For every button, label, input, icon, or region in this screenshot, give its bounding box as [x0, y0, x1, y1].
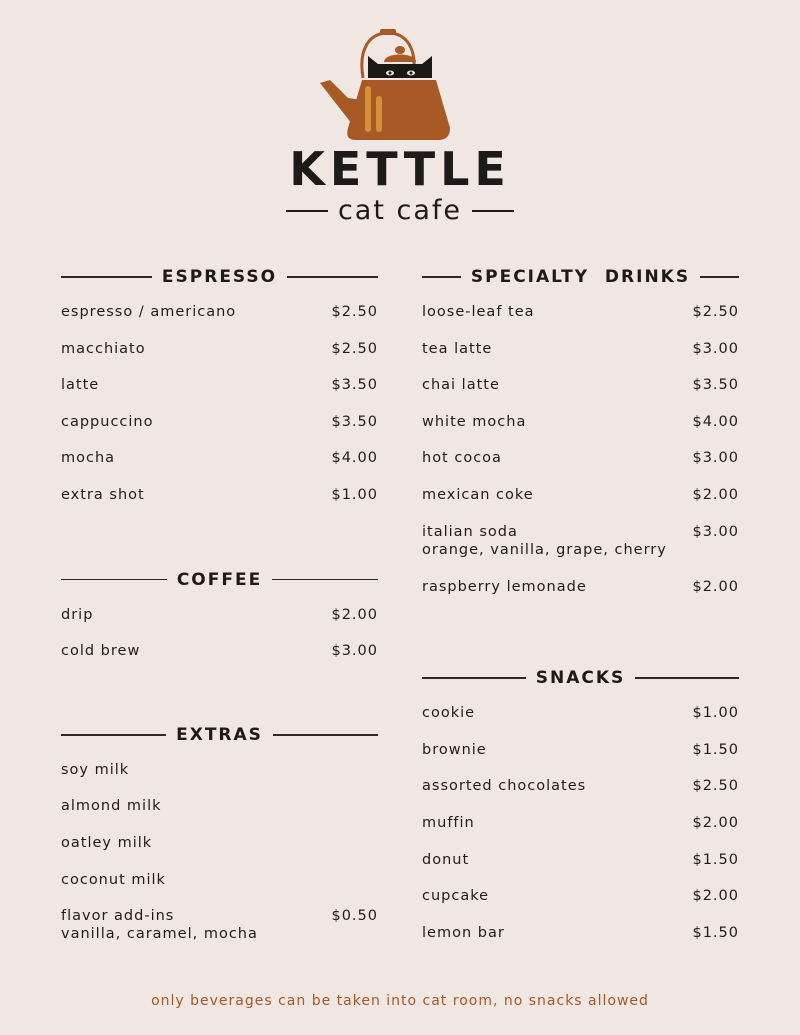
item-name: white mocha — [422, 413, 527, 430]
menu-item — [422, 924, 739, 961]
menu-item — [422, 303, 739, 340]
divider — [61, 734, 166, 736]
menu-column-left — [61, 263, 378, 962]
menu-item — [422, 887, 739, 924]
divider — [472, 210, 514, 212]
menu-item — [61, 449, 378, 486]
item-name: soy milk — [61, 761, 130, 778]
item-name: donut — [422, 851, 470, 868]
section-header — [422, 263, 739, 291]
menu-item — [61, 834, 378, 871]
menu-item — [61, 486, 378, 523]
menu-item — [61, 376, 378, 413]
item-name: flavor add-ins — [61, 908, 175, 925]
item-price: $3.50 — [692, 377, 739, 394]
item-price: $1.50 — [692, 851, 739, 868]
menu-item — [422, 449, 739, 486]
footer-note: only beverages can be taken into cat room, no snacks allowed — [151, 993, 649, 1009]
menu-item — [422, 578, 739, 615]
item-name-wrap — [422, 523, 667, 559]
menu-item — [422, 704, 739, 741]
item-price: $3.50 — [331, 413, 378, 430]
menu-item — [422, 851, 739, 888]
item-price: $1.00 — [692, 705, 739, 722]
menu-item — [61, 642, 378, 679]
item-price: $4.00 — [692, 413, 739, 430]
section-header — [61, 566, 378, 594]
item-price: $2.50 — [331, 340, 378, 357]
item-price: $3.00 — [692, 340, 739, 357]
item-price: $1.50 — [692, 741, 739, 758]
item-price: $1.50 — [692, 924, 739, 941]
divider — [635, 677, 739, 679]
item-price: $2.00 — [692, 888, 739, 905]
item-price: $0.50 — [331, 908, 378, 925]
divider — [422, 677, 526, 679]
item-name: italian soda — [422, 523, 518, 540]
item-price: $1.00 — [331, 486, 378, 503]
section-specialty-drinks — [422, 263, 739, 614]
menu-item — [422, 814, 739, 851]
item-name: espresso / americano — [61, 304, 237, 320]
item-name: cupcake — [422, 888, 490, 905]
item-price: $2.00 — [692, 814, 739, 831]
menu-item — [422, 741, 739, 778]
menu-item — [61, 413, 378, 450]
divider — [273, 734, 378, 736]
item-price: $2.00 — [692, 578, 739, 595]
divider — [61, 579, 167, 581]
item-price: $2.00 — [692, 486, 739, 503]
menu-item — [61, 606, 378, 643]
section-snacks — [422, 664, 739, 960]
item-name: coconut milk — [61, 871, 166, 888]
brand-subtitle: cat cafe — [337, 195, 463, 226]
section-title: COFFEE — [176, 569, 263, 590]
section-header — [61, 263, 378, 291]
menu-item — [61, 797, 378, 834]
section-title: ESPRESSO — [161, 267, 278, 287]
item-price: $2.50 — [692, 778, 739, 795]
divider — [286, 210, 328, 212]
menu-item — [422, 340, 739, 377]
item-price: $2.50 — [692, 304, 739, 320]
section-header — [61, 721, 378, 749]
item-name: cappuccino — [61, 413, 154, 430]
menu-item — [61, 340, 378, 377]
brand-title: KETTLE — [289, 142, 511, 196]
item-name-wrap — [61, 907, 258, 943]
item-name: cold brew — [61, 643, 141, 660]
divider — [700, 276, 739, 278]
item-name: tea latte — [422, 340, 493, 357]
divider — [287, 276, 378, 278]
menu-item — [61, 871, 378, 908]
item-price: $3.00 — [692, 450, 739, 467]
item-price: $3.00 — [692, 523, 739, 540]
item-price: $3.50 — [331, 377, 378, 394]
item-name: hot cocoa — [422, 450, 502, 467]
menu-item — [422, 486, 739, 523]
item-price: $3.00 — [331, 643, 378, 660]
section-title: EXTRAS — [176, 724, 263, 745]
item-name: cookie — [422, 705, 476, 722]
item-name: lemon bar — [422, 924, 505, 941]
logo — [0, 0, 800, 240]
item-name: latte — [61, 377, 100, 394]
menu-item — [61, 761, 378, 798]
item-name: oatley milk — [61, 834, 153, 851]
item-name: macchiato — [61, 340, 146, 357]
item-name: extra shot — [61, 486, 145, 503]
section-extras — [61, 721, 378, 962]
menu-item — [61, 303, 378, 340]
section-header — [422, 664, 739, 692]
item-name: brownie — [422, 741, 487, 758]
menu-item — [61, 907, 378, 962]
divider — [272, 579, 378, 581]
section-coffee — [61, 566, 378, 679]
item-detail: vanilla, caramel, mocha — [61, 926, 258, 943]
section-title: SPECIALTY DRINKS — [470, 267, 691, 287]
kettle-with-cat-icon — [318, 28, 458, 142]
divider — [422, 276, 461, 278]
divider — [61, 276, 152, 278]
menu-item — [422, 523, 739, 578]
item-name: almond milk — [61, 798, 162, 815]
item-price: $2.00 — [331, 606, 378, 623]
item-name: mocha — [61, 450, 116, 467]
brand-subtitle-row — [0, 195, 800, 226]
item-detail: orange, vanilla, grape, cherry — [422, 541, 667, 558]
item-name: drip — [61, 606, 94, 623]
item-name: chai latte — [422, 377, 500, 394]
item-name: assorted chocolates — [422, 778, 587, 795]
menu-item — [422, 777, 739, 814]
item-price: $2.50 — [331, 304, 378, 320]
menu-item — [422, 413, 739, 450]
menu-item — [422, 376, 739, 413]
item-name: raspberry lemonade — [422, 578, 587, 595]
menu-column-right — [422, 263, 739, 960]
item-name: loose-leaf tea — [422, 304, 535, 320]
item-price: $4.00 — [331, 450, 378, 467]
section-espresso — [61, 263, 378, 523]
item-name: mexican coke — [422, 486, 534, 503]
section-title: SNACKS — [535, 668, 626, 689]
item-name: muffin — [422, 814, 475, 831]
